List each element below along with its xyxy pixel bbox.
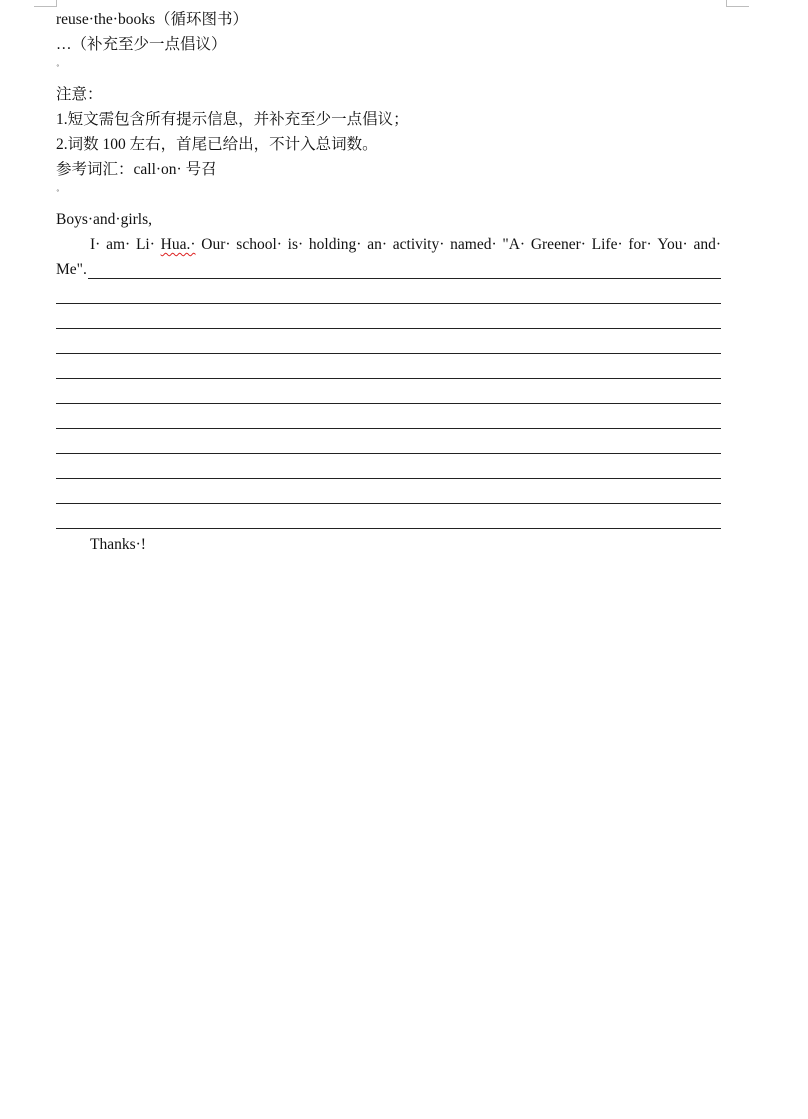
word: am·	[106, 236, 131, 253]
answer-line	[56, 407, 721, 432]
word: school·	[236, 236, 282, 253]
answer-line	[56, 307, 721, 332]
word: for·	[628, 236, 652, 253]
note-item: 2.词数 100 左右，首尾已给出，不计入总词数。	[56, 136, 378, 153]
note-item: 1.短文需包含所有提示信息，并补充至少一点倡议；	[56, 111, 409, 128]
word: Li·	[135, 236, 155, 253]
paragraph-marker: ˚	[56, 188, 60, 200]
word: named·	[450, 236, 497, 253]
word: "A·	[502, 236, 526, 253]
page-corner-mark-right	[726, 0, 749, 7]
closing: Thanks·!	[90, 536, 146, 553]
prompt-line: …（补充至少一点倡议）	[56, 36, 227, 53]
word: activity·	[392, 236, 445, 253]
word: Greener·	[530, 236, 586, 253]
word: an·	[367, 236, 387, 253]
word: You·	[657, 236, 688, 253]
notes-title: 注意：	[56, 86, 103, 103]
intro-sentence	[56, 232, 721, 257]
page-corner-mark-left	[34, 0, 57, 7]
answer-line	[56, 457, 721, 482]
prompt-line: reuse·the·books（循环图书）	[56, 11, 248, 28]
word: I·	[90, 236, 101, 253]
word: Life·	[591, 236, 623, 253]
answer-line	[56, 507, 721, 532]
word: Me".	[56, 261, 87, 278]
word: and·	[693, 236, 721, 253]
greeting: Boys·and·girls,	[56, 211, 153, 228]
word: Our·	[201, 236, 231, 253]
answer-line	[56, 282, 721, 307]
answer-line	[56, 357, 721, 382]
word: holding·	[308, 236, 362, 253]
intro-sentence-end	[56, 257, 721, 282]
word: is·	[287, 236, 304, 253]
answer-line	[56, 482, 721, 507]
vocab-hint: 参考词汇：call·on· 号召	[56, 161, 217, 178]
answer-line	[88, 278, 721, 279]
answer-line	[56, 332, 721, 357]
document-page	[56, 7, 721, 557]
answer-line	[56, 432, 721, 457]
paragraph-marker: ˚	[56, 63, 60, 75]
word-spellcheck: Hua.·	[160, 236, 196, 253]
answer-line	[56, 382, 721, 407]
